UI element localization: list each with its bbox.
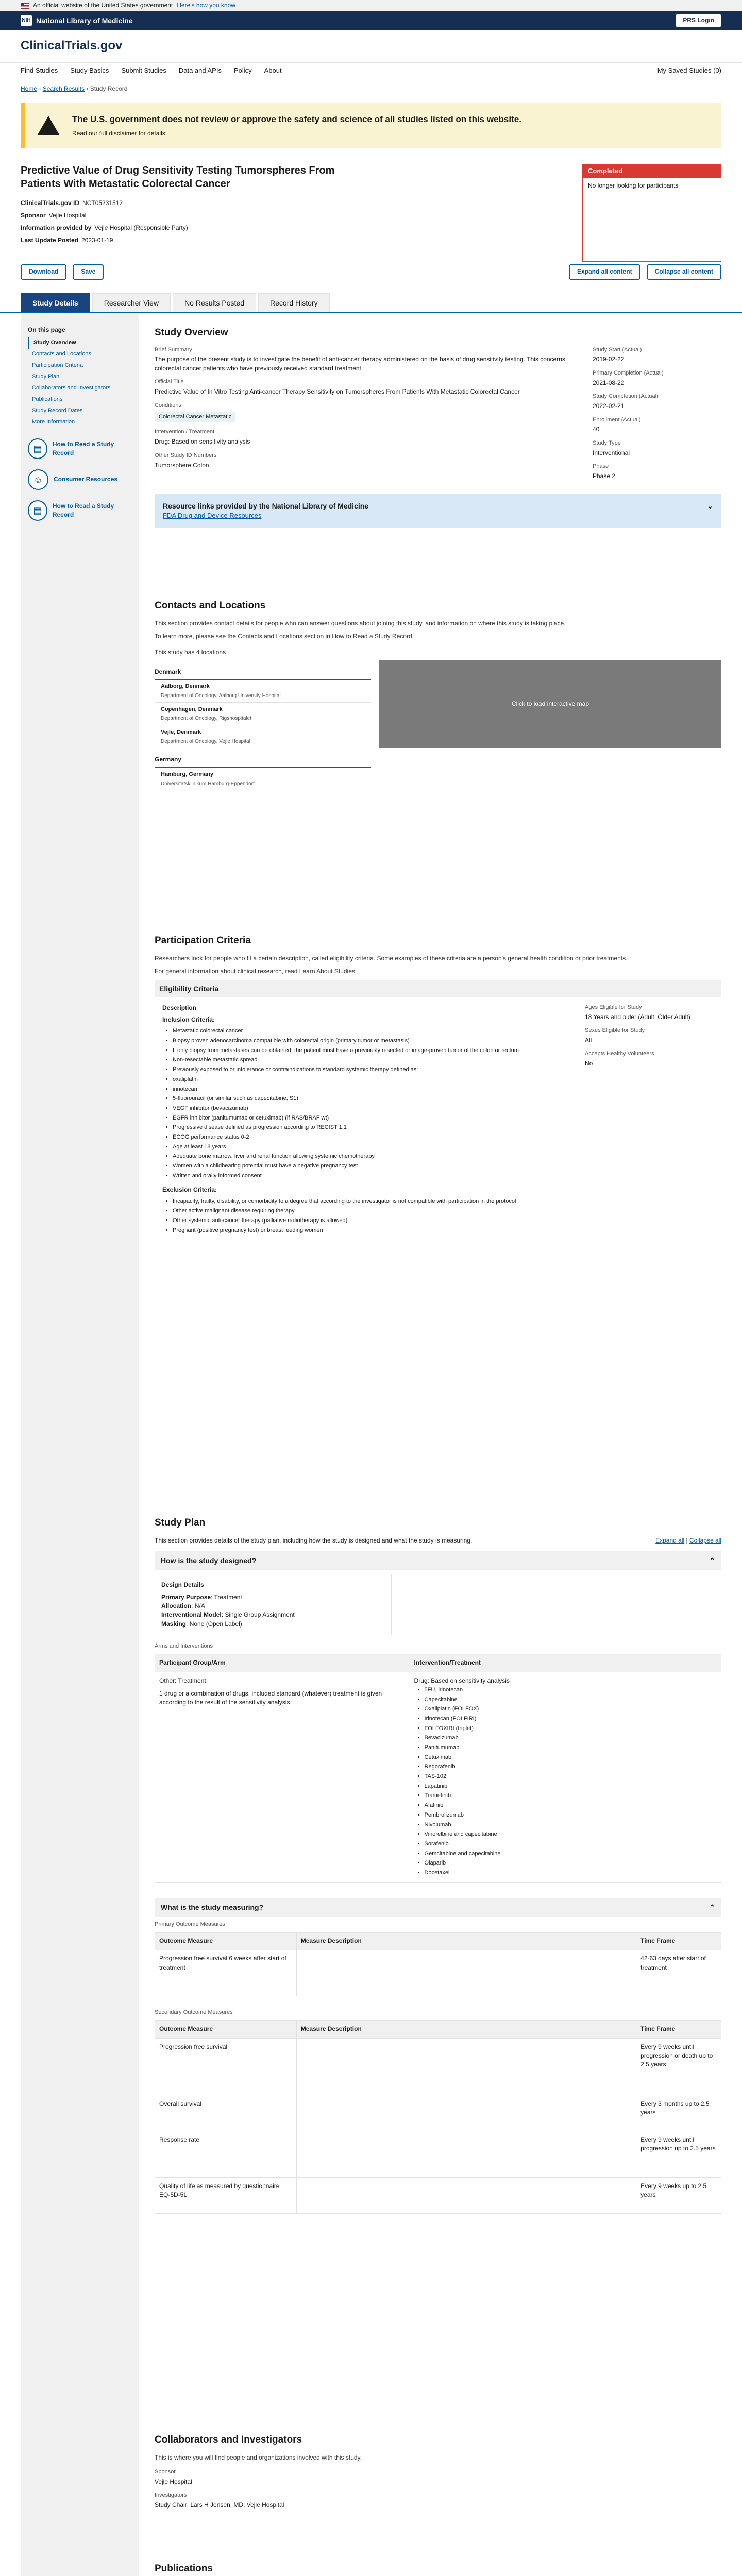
drug-item: • Lapatinib [425, 1782, 717, 1791]
drug-item: • Irinotecan (FOLFIRI) [425, 1714, 717, 1724]
arm-description: 1 drug or a combination of drugs, included standard (whatever) treatment is given according to the result of the sensitivity analysis. [159, 1689, 382, 1706]
eligibility-box [155, 980, 721, 1243]
primary-title: Primary Outcome Measures [155, 1921, 225, 1927]
locations-count: This study has 4 locations [155, 649, 226, 656]
fact-value: Phase 2 [593, 472, 616, 480]
fact-value: 2019-02-22 [593, 355, 625, 363]
drug-item: • Bevacizumab [425, 1733, 717, 1743]
criterion: • If only biopsy from metastases can be obtained, the patient must have a previously resected or image-proven tumor of the colon or rectum [173, 1046, 564, 1056]
other-id-label: Other Study ID Numbers [155, 452, 217, 459]
updated-value: 2023-01-19 [81, 236, 113, 244]
outcome-timeframe: Every 9 weeks up to 2.5 years [636, 2177, 721, 2213]
nav-data-apis[interactable]: Data and APIs [178, 66, 222, 75]
study-header [0, 148, 742, 262]
location-item [155, 725, 371, 748]
sponsor-label: Sponsor [21, 212, 46, 219]
alert-body: Read our full disclaimer for details. [72, 129, 167, 137]
fact-label: Study Start (Actual) [593, 346, 642, 353]
table-header: Outcome Measure [155, 1932, 297, 1950]
design-details: Design Details Primary Purpose: Treatment Allocation: N/A Interventional Model: Single Group Assignment Masking: None (Open Label) [155, 1574, 392, 1635]
sidebar [21, 313, 139, 2576]
people-icon: ☺ [28, 469, 48, 490]
exclusion-list [173, 1197, 564, 1235]
table-row [155, 1672, 721, 1882]
drug-item: • Afatinib [425, 1801, 717, 1810]
sidebar-item-more[interactable]: More Information [32, 418, 75, 425]
location-item [155, 703, 371, 725]
criterion: • Biopsy proven adenocarcinoma compatible with colorectal origin (primary tumor or metastasis) [173, 1036, 564, 1046]
outcome-measure: Quality of life as measured by questionnaire EQ-5D-5L [155, 2177, 297, 2213]
criterion: • 5-fluorouracil (or similar such as capecitabine, S1) [173, 1094, 564, 1104]
criterion: • Other active malignant disease requiring therapy [173, 1206, 564, 1216]
expand-all-button[interactable]: Expand all content [569, 264, 640, 279]
nav-submit-studies[interactable]: Submit Studies [121, 66, 166, 75]
gov-banner-link[interactable]: Here's how you know [177, 2, 235, 9]
breadcrumb: Home › Search Results › Study Record [21, 85, 128, 92]
intervention-label: Intervention / Treatment [155, 429, 215, 435]
alert-title: The U.S. government does not review or approve the safety and science of all studies listed on this website. [72, 114, 521, 124]
download-button[interactable]: Download [21, 264, 66, 279]
document-icon: ▤ [28, 438, 47, 459]
nlm-logo-icon: NIH [21, 15, 32, 26]
inclusion-list [173, 1026, 564, 1180]
country-name: Denmark [155, 666, 371, 680]
nlm-resource-box [155, 494, 721, 528]
side-card-label: How to Read a Study Record [52, 502, 114, 518]
drug-item: • Olaparib [425, 1858, 717, 1868]
fda-resource-link[interactable]: FDA Drug and Device Resources [163, 511, 262, 519]
arms-title: Arms and Interventions [155, 1643, 213, 1650]
criteria-intro: Researchers look for people who fit a certain description, called eligibility criteria. Some examples of these criteria are a person's general health condition or prior treatments. [155, 954, 628, 962]
updated-label: Last Update Posted [21, 236, 79, 244]
site-header [0, 30, 742, 63]
design-value: Treatment [214, 1593, 242, 1601]
design-accordion[interactable] [155, 1551, 721, 1570]
criterion: • oxaliplatin [173, 1075, 564, 1084]
design-label: Masking [161, 1620, 187, 1628]
design-value: N/A [194, 1602, 205, 1610]
drug-item: • Vinorelbine and capecitabine [425, 1829, 717, 1839]
outcome-description [296, 2131, 636, 2177]
crumb-search[interactable]: Search Results [42, 85, 85, 92]
criterion: • Non-resectable metastatic spread [173, 1055, 564, 1065]
side-card-consumer[interactable] [28, 469, 132, 490]
tab-results[interactable]: No Results Posted [173, 293, 256, 312]
site-facility: Department of Oncology, Vejle Hospital [161, 738, 250, 744]
outcome-timeframe: 42-63 days after start of treatment [636, 1950, 721, 1996]
tab-record-history[interactable]: Record History [258, 293, 330, 312]
arm-intervention: Drug: Based on sensitivity analysis [414, 1676, 510, 1684]
arm-name: Other: Treatment [159, 1676, 206, 1684]
prs-login-button[interactable]: PRS Login [676, 14, 721, 26]
fact-value: 18 Years and older (Adult, Older Adult) [585, 1013, 690, 1021]
fact-label: Study Type [593, 439, 621, 446]
gov-banner-text: An official website of the United States government [33, 2, 173, 9]
section-title: Participation Criteria [155, 935, 251, 946]
sponsor-value: Vejle Hospital [48, 212, 87, 219]
collab-intro: This is where you will find people and organizations involved with this study. [155, 2453, 362, 2461]
site-city: Copenhagen, Denmark [161, 706, 223, 713]
drug-item: • Regorafenib [425, 1762, 717, 1772]
drug-item: • TAS-102 [425, 1772, 717, 1782]
outcome-measure: Overall survival [155, 2095, 297, 2131]
design-label: Primary Purpose [161, 1593, 211, 1601]
section-title: Contacts and Locations [155, 600, 266, 611]
action-bar [0, 262, 742, 282]
table-row [155, 2131, 721, 2177]
table-header: Participant Group/Arm [155, 1654, 410, 1672]
info-label: Information provided by [21, 224, 92, 231]
fact-value: No [585, 1060, 593, 1067]
table-header: Outcome Measure [155, 2021, 297, 2038]
criterion: • Pregnant (positive pregnancy test) or breast feeding women [173, 1226, 564, 1235]
outcome-timeframe: Every 9 weeks until progression up to 2.5 years [636, 2131, 721, 2177]
collapse-all-button[interactable]: Collapse all content [647, 264, 721, 279]
study-plan-section: Study Plan This section provides details of the study plan, including how the study is designed and what the study is measuring. Expand all | Collapse all How is the study designed? ⌃ Design Details Primary Purpose: Treatment Allocation: N/A Interventional Model: Single Group Assignment Masking: None (Open Label) Arms and Interventions Participant Group/Arm Intervention/Treatment Other: Treatment 1 drug or a combination of drugs, included standard (whatever) treatment is given according to the result of the sensitivity analysis. Drug: Based on sensitivity analysis • 5FU, irinotecan • Capecitabine • Oxaliplatin (FOLFOX) • Irinotecan (FOLFIRI) • FOLFOXIRI (triplet) • Bevacizumab • Panitumumab • Cetuximab • Regorafenib • TAS-102 • Lapatinib • Trametinib • Afatinib • Pembrolizumab • Nivolumab • Vinorelbine and capecitabine • Sorafenib • Gemcitabine and capecitabine • Olaparib • Docetaxel What is the study measuring? ⌃ Primary Outcome Measures Outcome Measure Measure Description Time Frame Progression free survival 6 weeks after start of treatment 42-63 days after start of treatment Secondary Outcome Measures Outcome Measure Measure Description Time Frame Progression free survival Every 9 weeks until progression or death up to 2.5 years Overall survival Every 3 months up to 2.5 years Response rate Every 9 weeks until progression up to 2.5 years Quality of life as measured by questionnaire EQ-5D-5L Every 9 weeks up to 2.5 years [155, 1516, 721, 2417]
criterion: • Previously exposed to or intolerance or contraindications to standard systemic therapy defined as: [173, 1065, 564, 1075]
brief-label: Brief Summary [155, 346, 192, 353]
drug-item: • Cetuximab [425, 1753, 717, 1762]
secondary-title: Secondary Outcome Measures [155, 2009, 233, 2016]
study-id: NCT05231512 [82, 199, 123, 207]
publications-section [155, 2562, 721, 2576]
eligibility-facts [585, 1004, 714, 1235]
site-city: Aalborg, Denmark [161, 683, 210, 690]
sponsor-label: Sponsor [155, 2468, 176, 2475]
main-content [139, 313, 721, 2576]
criterion: • irinotecan [173, 1084, 564, 1094]
drug-item: • Docetaxel [425, 1868, 717, 1878]
contacts-intro: This section provides contact details for people who can answer questions about joining this study, and information on where this study is taking place. [155, 619, 566, 627]
table-header: Time Frame [636, 2021, 721, 2038]
outcome-description [296, 2177, 636, 2213]
crumb-current: Study Record [90, 85, 128, 92]
arms-table [155, 1654, 721, 1883]
us-flag-icon [21, 3, 29, 9]
plan-collapse-link[interactable]: Collapse all [689, 1536, 721, 1544]
criteria-section [155, 934, 721, 1500]
plan-intro: This section provides details of the study plan, including how the study is designed and what the study is measuring. [155, 1536, 473, 1544]
warning-icon [37, 116, 60, 135]
site-facility: Department of Oncology, Rigshospitalet [161, 716, 252, 722]
criterion: • Women with a childbearing potential must have a negative pregnancy test [173, 1161, 564, 1171]
tab-researcher-view[interactable]: Researcher View [92, 293, 171, 312]
sidebar-item-collab[interactable]: Collaborators and Investigators [32, 385, 111, 392]
eligibility-title: Eligibility Criteria [155, 980, 721, 997]
table-header: Measure Description [296, 2021, 636, 2038]
exclusion-label: Exclusion Criteria: [162, 1186, 217, 1194]
nlm-bar [0, 11, 742, 30]
table-header: Time Frame [636, 1932, 721, 1950]
crumb-home[interactable]: Home [21, 85, 38, 92]
measuring-accordion[interactable] [155, 1898, 721, 1917]
outcome-description [296, 1950, 636, 1996]
outcome-measure: Response rate [155, 2131, 297, 2177]
nav-policy[interactable]: Policy [233, 66, 252, 75]
chevron-up-icon: ⌃ [709, 1556, 715, 1565]
location-item [155, 680, 371, 702]
drug-item: • Capecitabine [425, 1695, 717, 1705]
saved-studies-link[interactable]: My Saved Studies (0) [657, 66, 721, 75]
drug-item: • Oxaliplatin (FOLFOX) [425, 1704, 717, 1714]
side-card-read-2[interactable] [28, 500, 132, 521]
other-id-value: Tumorsphere Colon [155, 461, 209, 469]
drug-item: • Nivolumab [425, 1820, 717, 1830]
section-title: Publications [155, 2563, 213, 2574]
nav-study-basics[interactable]: Study Basics [70, 66, 109, 75]
criterion: • Adequate bone marrow, liver and renal function allowing systemic chemotherapy [173, 1151, 564, 1161]
fact-label: Primary Completion (Actual) [593, 369, 664, 376]
criterion: • VEGF inhibitor (bevacizumab) [173, 1104, 564, 1113]
criterion: • Progressive disease defined as progression according to RECIST 1.1 [173, 1123, 564, 1132]
criterion: • Written and orally informed consent [173, 1171, 564, 1181]
table-row [155, 2095, 721, 2131]
gov-banner [0, 0, 742, 11]
chevron-down-icon[interactable]: ⌄ [707, 501, 713, 510]
fact-value: Interventional [593, 449, 630, 456]
nlm-logo[interactable] [21, 15, 132, 26]
sidebar-item-contacts[interactable]: Contacts and Locations [32, 351, 91, 358]
nav-find-studies[interactable]: Find Studies [21, 66, 58, 75]
location-item [155, 768, 371, 790]
save-button[interactable]: Save [73, 264, 104, 279]
collab-section [155, 2433, 721, 2546]
fact-label: Study Completion (Actual) [593, 393, 659, 400]
investigator-value: Study Chair: Lars H Jensen, MD, Vejle Hospital [155, 2501, 284, 2509]
sidebar-title: On this page [28, 326, 65, 333]
status-label: Completed [583, 164, 721, 178]
sponsor-value: Vejle Hospital [155, 2478, 192, 2485]
criterion: • EGFR inhibitor (panitumumab or cetuximab) (if RAS/BRAF wt) [173, 1113, 564, 1123]
accordion-title: How is the study designed? [161, 1556, 257, 1565]
condition-chip[interactable]: Colorectal Cancer Metastatic [155, 412, 235, 422]
status-note: No longer looking for participants [588, 181, 679, 189]
fact-value: 2021-08-22 [593, 379, 625, 386]
design-title: Design Details [161, 1581, 204, 1589]
map-load-label[interactable]: Click to load interactive map [511, 700, 589, 708]
criteria-help: For general information about clinical research, read Learn About Studies. [155, 967, 357, 975]
criterion: • Other systemic anti-cancer therapy (palliative radiotherapy is allowed) [173, 1216, 564, 1226]
site-facility: Universitätsklinikum Hamburg-Eppendorf [161, 781, 255, 787]
drug-item: • Gemcitabine and capecitabine [425, 1849, 717, 1859]
table-row [155, 2177, 721, 2213]
drug-item: • FOLFOXIRI (triplet) [425, 1724, 717, 1734]
fact-label: Sexes Eligible for Study [585, 1027, 645, 1033]
criterion: • ECOG performance status 0-2 [173, 1132, 564, 1142]
contacts-help: To learn more, please see the Contacts and Locations section in How to Read a Study Record. [155, 632, 414, 640]
drug-item: • Pembrolizumab [425, 1810, 717, 1820]
fact-value: All [585, 1036, 592, 1044]
status-badge [582, 164, 721, 262]
plan-expand-link[interactable]: Expand all [655, 1536, 685, 1544]
brief-summary: The purpose of the present study is to investigate the benefit of anti-cancer therapy administered on the basis of drug sensitivity testing. This concerns colorectal cancer patients who have previously received standard treatment. [155, 355, 565, 372]
info-value: Vejle Hospital (Responsible Party) [94, 224, 188, 231]
side-card-read[interactable] [28, 438, 132, 459]
outcome-description [296, 2095, 636, 2131]
criterion: • Age at least 18 years [173, 1142, 564, 1152]
site-facility: Department of Oncology, Aalborg University Hospital [161, 693, 281, 699]
design-value: None (Open Label) [189, 1620, 242, 1628]
drug-item: • Panitumumab [425, 1743, 717, 1753]
outcome-measure: Progression free survival 6 weeks after start of treatment [155, 1950, 297, 1996]
document-icon: ▤ [28, 500, 47, 521]
criterion: • Metastatic colorectal cancer [173, 1026, 564, 1036]
outcome-timeframe: Every 9 weeks until progression or death up to 2.5 years [636, 2038, 721, 2095]
sidebar-item-dates[interactable]: Study Record Dates [32, 408, 83, 414]
study-title: Predictive Value of Drug Sensitivity Testing Tumorspheres From Patients With Metastatic Colorectal Cancer [21, 165, 335, 190]
side-card-label: How to Read a Study Record [52, 440, 114, 456]
conditions-label: Conditions [155, 402, 181, 409]
accordion-title: What is the study measuring? [161, 1903, 264, 1911]
description-label: Description [162, 1004, 197, 1011]
location-map[interactable] [379, 660, 721, 748]
sidebar-item-criteria[interactable]: Participation Criteria [32, 362, 83, 369]
nav-about[interactable]: About [264, 66, 282, 75]
inclusion-label: Inclusion Criteria: [162, 1016, 215, 1024]
drug-item: • 5FU, irinotecan [425, 1685, 717, 1695]
design-label: Interventional Model [161, 1611, 222, 1619]
table-row [155, 1950, 721, 1996]
drug-item: • Trametinib [425, 1791, 717, 1801]
sidebar-item-plan[interactable]: Study Plan [32, 374, 60, 380]
study-id-label: ClinicalTrials.gov ID [21, 199, 80, 207]
investigators-label: Investigators [155, 2492, 187, 2499]
nlm-resource-title: Resource links provided by the National Library of Medicine [163, 501, 369, 510]
study-tabs [0, 291, 742, 313]
contacts-section [155, 599, 721, 918]
drug-list [425, 1685, 717, 1878]
design-value: Single Group Assignment [225, 1611, 295, 1619]
side-card-label: Consumer Resources [54, 476, 118, 483]
design-label: Allocation [161, 1602, 192, 1610]
main-nav [0, 63, 742, 79]
sidebar-item-pubs[interactable]: Publications [32, 396, 63, 403]
nlm-brand: National Library of Medicine [36, 16, 133, 25]
locations-list [155, 660, 371, 791]
outcome-timeframe: Every 3 months up to 2.5 years [636, 2095, 721, 2131]
fact-label: Accepts Healthy Volunteers [585, 1050, 654, 1057]
section-title: Study Overview [155, 327, 228, 338]
table-row [155, 2038, 721, 2095]
outcome-measure: Progression free survival [155, 2038, 297, 2095]
site-city: Hamburg, Germany [161, 771, 214, 777]
disclaimer-alert [21, 103, 721, 148]
intervention-value: Drug: Based on sensitivity analysis [155, 438, 250, 446]
official-title: Predictive Value of In Vitro Testing Anti-cancer Therapy Sensitivity on Tumorspheres From Patients With Metastatic Colorectal Cancer [155, 388, 520, 396]
sidebar-item-overview[interactable]: Study Overview [28, 337, 132, 349]
fact-label: Phase [593, 463, 609, 470]
study-overview-section [155, 326, 721, 583]
chevron-up-icon: ⌃ [709, 1903, 715, 1911]
section-title: Study Plan [155, 1517, 206, 1528]
site-city: Vejle, Denmark [161, 728, 201, 735]
table-header: Intervention/Treatment [410, 1654, 721, 1672]
fact-label: Enrollment (Actual) [593, 416, 641, 423]
overview-facts [593, 346, 721, 486]
outcome-description [296, 2038, 636, 2095]
criterion: • Incapacity, frailty, disability, or comorbidity to a degree that according to the investigator is not compatible with participation in the protocol [173, 1197, 564, 1207]
country-name: Germany [155, 753, 371, 767]
primary-outcomes-table [155, 1932, 721, 1996]
drug-item: • Sorafenib [425, 1839, 717, 1849]
section-title: Collaborators and Investigators [155, 2434, 302, 2445]
tab-study-details[interactable]: Study Details [21, 293, 90, 312]
fact-value: 2022-02-21 [593, 402, 625, 410]
official-label: Official Title [155, 379, 184, 385]
fact-value: 40 [593, 426, 600, 433]
secondary-outcomes-table [155, 2020, 721, 2213]
table-header: Measure Description [296, 1932, 636, 1950]
site-title[interactable]: ClinicalTrials.gov [21, 39, 123, 53]
fact-label: Ages Eligible for Study [585, 1004, 642, 1010]
